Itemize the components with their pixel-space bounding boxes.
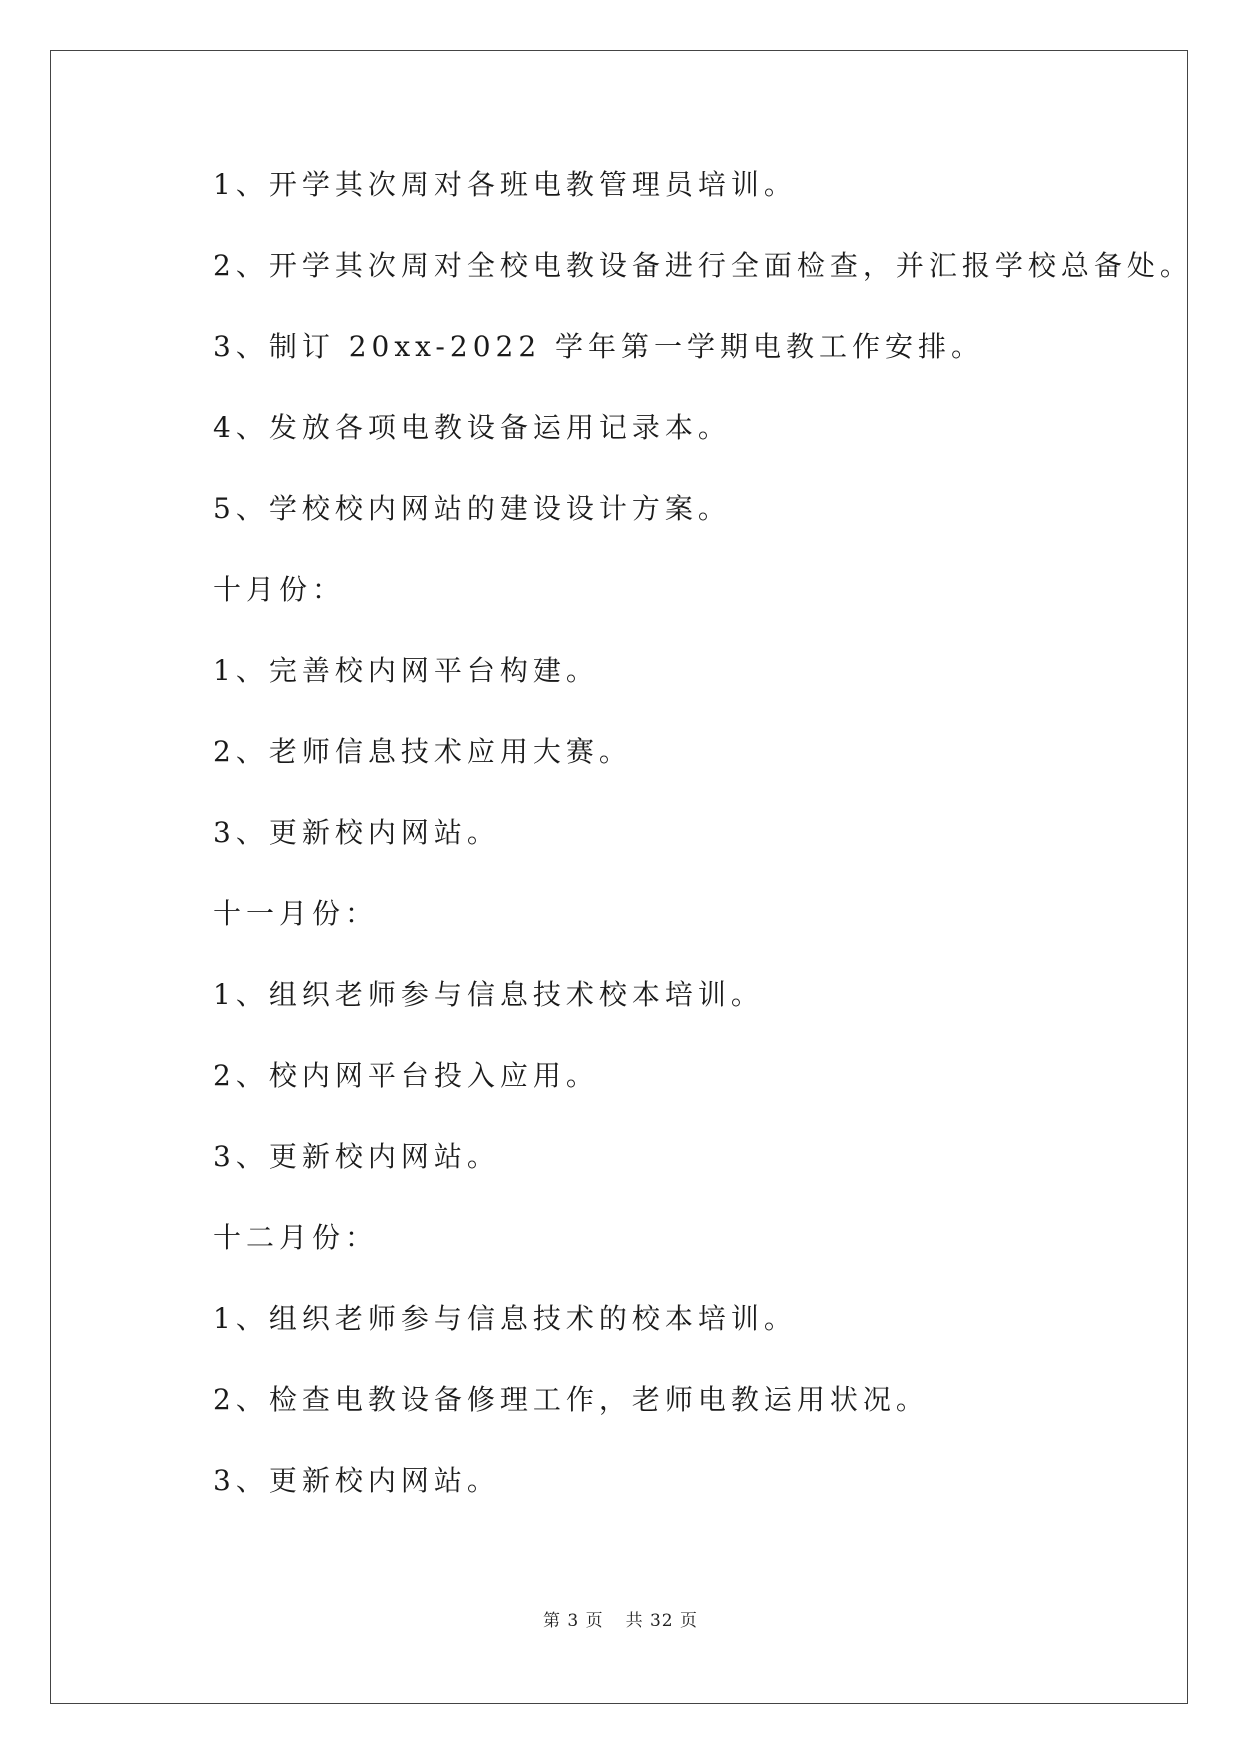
page-footer — [0, 1606, 1241, 1631]
list-item: 1、开学其次周对各班电教管理员培训。 — [213, 168, 797, 201]
list-item: 3、制订 20xx-2022 学年第一学期电教工作安排。 — [213, 330, 985, 363]
page-number: 第 3 页 — [542, 1611, 604, 1631]
list-item: 2、老师信息技术应用大赛。 — [213, 735, 632, 768]
list-item: 1、组织老师参与信息技术的校本培训。 — [213, 1302, 797, 1335]
list-item: 2、开学其次周对全校电教设备进行全面检查，并汇报学校总备处。 — [213, 249, 1193, 282]
section-heading-october: 十月份： — [213, 573, 346, 606]
list-item: 4、发放各项电教设备运用记录本。 — [213, 411, 731, 444]
list-item: 3、更新校内网站。 — [213, 816, 500, 849]
list-item: 2、校内网平台投入应用。 — [213, 1059, 599, 1092]
list-item: 3、更新校内网站。 — [213, 1464, 500, 1497]
section-heading-december: 十二月份： — [213, 1221, 379, 1254]
document-body — [213, 168, 1193, 1545]
page-total: 共 32 页 — [625, 1611, 699, 1631]
list-item: 3、更新校内网站。 — [213, 1140, 500, 1173]
list-item: 1、组织老师参与信息技术校本培训。 — [213, 978, 764, 1011]
list-item: 2、检查电教设备修理工作，老师电教运用状况。 — [213, 1383, 929, 1416]
section-heading-november: 十一月份： — [213, 897, 379, 930]
list-item: 5、学校校内网站的建设设计方案。 — [213, 492, 731, 525]
list-item: 1、完善校内网平台构建。 — [213, 654, 599, 687]
